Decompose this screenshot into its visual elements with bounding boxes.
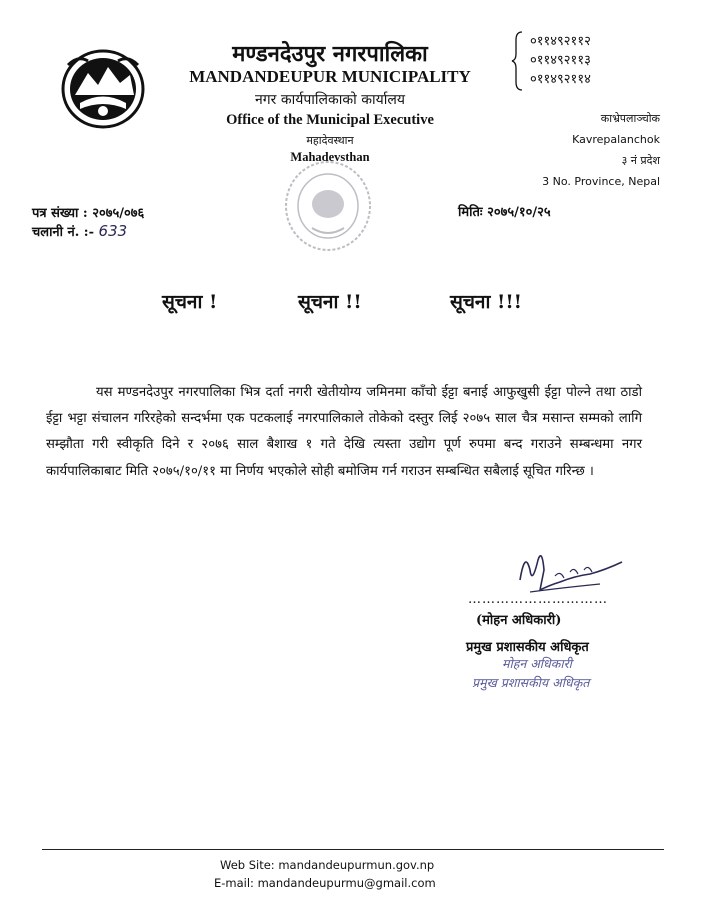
- district-np: काभ्रेपलाञ्चोक: [600, 112, 660, 125]
- stamp-name: मोहन अधिकारी: [502, 656, 572, 671]
- date-value: २०७५/१०/२५: [487, 205, 551, 220]
- footer-divider: [42, 849, 664, 850]
- letter-number-value: २०७५/०७६: [92, 206, 145, 221]
- letter-date: [458, 202, 551, 220]
- brace-icon: [510, 30, 524, 92]
- phone-number: ०११४९२११२: [530, 34, 591, 49]
- phone-numbers: [530, 32, 591, 89]
- notice-title: सूचना !!!: [450, 291, 523, 313]
- notice-title: सूचना !: [162, 291, 218, 313]
- signatory-designation: प्रमुख प्रशासकीय अधिकृत: [466, 640, 589, 655]
- province-en: 3 No. Province, Nepal: [542, 175, 660, 188]
- place-name-np: महादेवस्थान: [306, 134, 354, 147]
- phone-number: ०११४९२११३: [530, 53, 591, 68]
- signature-line: …………………………: [468, 592, 608, 607]
- province-np: ३ नं प्रदेश: [621, 154, 660, 167]
- place-name-en: Mahadevsthan: [290, 150, 370, 164]
- dispatch-number: [32, 222, 127, 240]
- stamp-designation: प्रमुख प्रशासकीय अधिकृत: [472, 675, 590, 690]
- municipality-name-np: मण्डनदेउपुर नगरपालिका: [232, 41, 428, 67]
- letter-number-label: पत्र संख्या :: [32, 206, 88, 221]
- dispatch-number-label: चलानी नं. :-: [32, 225, 95, 240]
- footer-website: Web Site: mandandeupurmun.gov.np: [220, 858, 435, 872]
- municipality-name-en: MANDANDEUPUR MUNICIPALITY: [189, 67, 471, 86]
- date-label: मितिः: [458, 205, 483, 220]
- address-block: [480, 108, 660, 192]
- office-name-np: नगर कार्यपालिकाको कार्यालय: [255, 92, 405, 108]
- dispatch-number-value: 633: [98, 222, 128, 240]
- notice-body: यस मण्डनदेउपुर नगरपालिका भित्र दर्ता नगरी खेतीयोग्य जमिनमा काँचो ईट्टा बनाई आफुखुसी ईट्टा पोल्ने तथा ठाडो ईट्टा भट्टा संचालन गरिरहेको सन्दर्भमा एक पटकलाई नगरपालिकाले तोकेको दस्तुर लिई २०७५ साल चैत्र मसान्त सम्मको लागि सम्झौता गरी स्वीकृति दिने र २०७६ साल बैशाख १ गते देखि त्यस्ता उद्योग पूर्ण रुपमा बन्द गराउने सम्बन्धमा नगर कार्यपालिकाबाट मिति २०७५/१०/११ मा निर्णय भएकोले सोही बमोजिम गर्न गराउन सम्बन्धित सबैलाई सूचित गरिन्छ ।: [46, 385, 642, 479]
- notice-title: सूचना !!: [298, 291, 362, 313]
- nepal-emblem-icon: [58, 45, 148, 130]
- office-name-en: Office of the Municipal Executive: [226, 112, 434, 128]
- footer-email: E-mail: mandandeupurmu@gmail.com: [214, 876, 436, 890]
- round-stamp-icon: [282, 158, 374, 254]
- district-en: Kavrepalanchok: [572, 133, 660, 146]
- letter-number: [32, 203, 144, 221]
- signatory-name: (मोहन अधिकारी): [476, 613, 562, 628]
- phone-number: ०११४९२११४: [530, 72, 591, 87]
